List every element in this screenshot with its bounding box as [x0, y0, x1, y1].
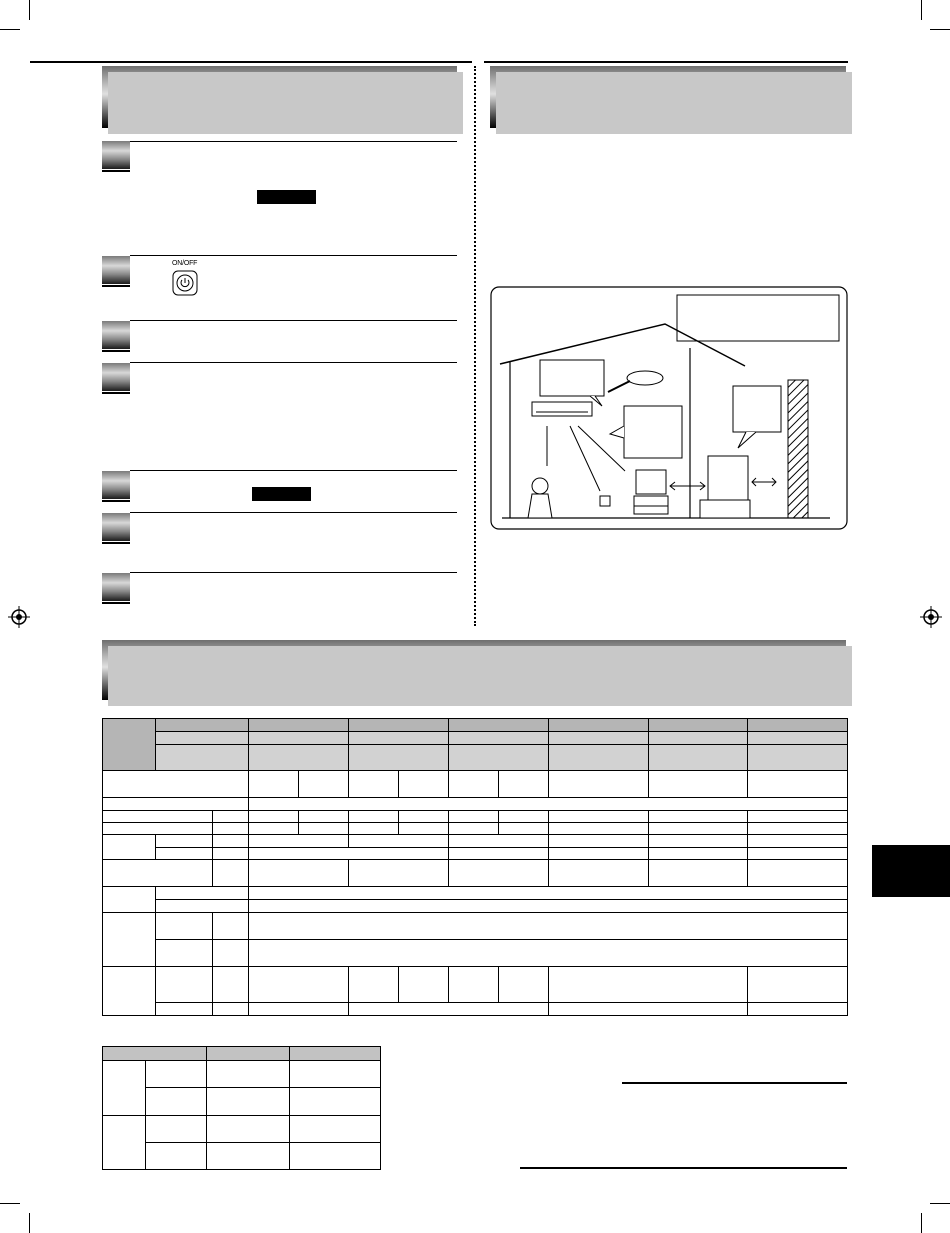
table-cell	[748, 822, 848, 834]
table-cell	[103, 859, 213, 886]
table-cell	[103, 719, 156, 771]
table-cell	[213, 822, 249, 834]
table-cell	[146, 1142, 207, 1169]
table-cell	[213, 940, 249, 966]
crop-mark	[29, 1213, 30, 1233]
table-cell	[499, 771, 549, 797]
table-cell	[156, 887, 249, 900]
step-7-badge	[102, 573, 130, 601]
table-cell	[249, 834, 349, 847]
table-cell	[499, 822, 549, 834]
table-cell	[249, 913, 848, 940]
table-cell	[549, 771, 649, 797]
step-4-badge	[102, 363, 130, 391]
table-cell	[449, 834, 549, 847]
table-cell	[649, 719, 748, 732]
table-cell	[399, 810, 449, 822]
table-cell	[103, 887, 156, 913]
table-cell	[748, 859, 848, 886]
table-cell	[549, 732, 649, 745]
table-cell	[649, 822, 748, 834]
crop-mark	[0, 29, 20, 30]
table-cell	[249, 732, 349, 745]
table-cell	[156, 732, 249, 745]
table-cell	[213, 847, 249, 859]
step-3-badge	[102, 321, 130, 349]
table-cell	[649, 847, 748, 859]
crop-mark	[29, 0, 30, 20]
table-cell	[649, 745, 748, 771]
table-cell	[649, 810, 748, 822]
table-cell	[249, 822, 299, 834]
small-table	[102, 1046, 381, 1170]
table-cell	[249, 771, 299, 797]
step-rule	[130, 141, 457, 142]
step-1-badge	[102, 141, 130, 169]
table-cell	[156, 834, 213, 847]
table-cell	[549, 834, 649, 847]
table-cell	[249, 859, 349, 886]
step-rule	[130, 362, 457, 363]
table-cell	[103, 1061, 146, 1115]
table-cell	[290, 1115, 381, 1142]
chapter-tab	[872, 845, 950, 897]
table-cell	[146, 1061, 207, 1088]
table-cell	[207, 1047, 290, 1061]
table-cell	[549, 822, 649, 834]
table-cell	[549, 847, 649, 859]
table-cell	[156, 719, 249, 732]
table-cell	[449, 859, 549, 886]
table-cell	[499, 810, 549, 822]
table-cell	[449, 719, 549, 732]
table-cell	[290, 1088, 381, 1115]
table-cell	[103, 810, 213, 822]
table-cell	[207, 1061, 290, 1088]
step-2-badge	[102, 256, 130, 284]
table-cell	[146, 1088, 207, 1115]
step-rule	[130, 512, 457, 513]
table-cell	[649, 771, 748, 797]
table-cell	[549, 745, 649, 771]
table-cell	[103, 966, 156, 1015]
table-cell	[399, 771, 449, 797]
table-cell	[249, 797, 848, 810]
table-cell	[290, 1047, 381, 1061]
table-cell	[549, 810, 649, 822]
table-cell	[207, 1088, 290, 1115]
table-cell	[290, 1142, 381, 1169]
table-cell	[213, 834, 249, 847]
table-cell	[249, 940, 848, 966]
table-cell	[299, 810, 349, 822]
table-cell	[146, 1115, 207, 1142]
table-cell	[213, 810, 249, 822]
table-cell	[748, 1002, 848, 1015]
table-cell	[649, 834, 748, 847]
table-cell	[649, 859, 748, 886]
table-cell	[748, 810, 848, 822]
table-cell	[249, 745, 349, 771]
table-cell	[748, 847, 848, 859]
table-cell	[249, 1002, 349, 1015]
table-cell	[449, 810, 499, 822]
step-rule	[130, 572, 457, 573]
step-rule	[130, 470, 457, 471]
crop-mark	[921, 1213, 922, 1233]
top-rule	[484, 61, 848, 63]
table-cell	[748, 732, 848, 745]
table-cell	[449, 745, 549, 771]
display-indicator	[257, 190, 316, 204]
table-cell	[449, 966, 499, 1002]
left-section-banner	[102, 66, 457, 128]
table-cell	[103, 913, 156, 966]
table-cell	[103, 1115, 146, 1169]
table-cell	[213, 966, 249, 1002]
table-cell	[156, 940, 213, 966]
table-cell	[249, 887, 848, 900]
table-cell	[213, 859, 249, 886]
table-cell	[156, 745, 249, 771]
table-cell	[213, 1002, 249, 1015]
table-cell	[207, 1142, 290, 1169]
note-rule	[622, 1082, 847, 1084]
table-cell	[290, 1061, 381, 1088]
table-cell	[156, 913, 213, 940]
table-cell	[549, 719, 649, 732]
table-cell	[349, 822, 399, 834]
table-cell	[649, 732, 748, 745]
table-cell	[549, 1002, 748, 1015]
table-cell	[349, 771, 399, 797]
table-cell	[449, 732, 549, 745]
registration-mark-icon	[920, 606, 942, 628]
table-cell	[349, 859, 449, 886]
table-cell	[499, 966, 549, 1002]
table-cell	[449, 771, 499, 797]
table-cell	[349, 732, 449, 745]
table-cell	[249, 719, 349, 732]
table-cell	[748, 834, 848, 847]
table-cell	[449, 847, 549, 859]
table-cell	[399, 966, 449, 1002]
table-cell	[103, 834, 156, 859]
table-cell	[103, 822, 213, 834]
table-cell	[349, 1002, 549, 1015]
table-cell	[748, 719, 848, 732]
table-cell	[349, 719, 449, 732]
table-cell	[156, 966, 213, 1002]
note-rule	[520, 1167, 847, 1169]
column-divider	[474, 66, 476, 626]
house-interference-illustration	[490, 286, 848, 530]
table-cell	[349, 745, 449, 771]
step-5-badge	[102, 471, 130, 499]
table-cell	[748, 771, 848, 797]
table-cell	[156, 1002, 213, 1015]
crop-mark	[921, 0, 922, 20]
table-cell	[349, 834, 449, 847]
right-section-banner	[490, 66, 846, 128]
table-cell	[103, 1047, 207, 1061]
table-cell	[349, 966, 399, 1002]
registration-mark-icon	[8, 606, 30, 628]
table-cell	[213, 913, 249, 940]
table-cell	[249, 966, 349, 1002]
specifications-banner	[102, 640, 846, 700]
power-button-icon[interactable]	[172, 270, 198, 296]
table-cell	[299, 822, 349, 834]
table-cell	[156, 847, 213, 859]
crop-mark	[0, 1203, 20, 1204]
table-cell	[103, 797, 249, 810]
table-cell	[156, 900, 249, 913]
table-cell	[249, 810, 299, 822]
table-cell	[399, 822, 449, 834]
top-rule	[30, 61, 472, 63]
step-6-badge	[102, 513, 130, 541]
table-cell	[249, 847, 449, 859]
step-rule	[130, 255, 457, 256]
table-cell	[249, 900, 848, 913]
crop-mark	[930, 1203, 950, 1204]
table-cell	[549, 859, 649, 886]
table-cell	[748, 745, 848, 771]
table-cell	[103, 771, 249, 797]
table-cell	[207, 1115, 290, 1142]
table-cell	[449, 822, 499, 834]
table-cell	[549, 966, 748, 1002]
table-cell	[299, 771, 349, 797]
on-off-button-label: ON/OFF	[172, 260, 198, 267]
display-indicator	[252, 487, 311, 501]
specifications-table	[102, 718, 848, 1016]
table-cell	[349, 810, 399, 822]
crop-mark	[930, 29, 950, 30]
step-rule	[130, 320, 457, 321]
table-cell	[748, 966, 848, 1002]
